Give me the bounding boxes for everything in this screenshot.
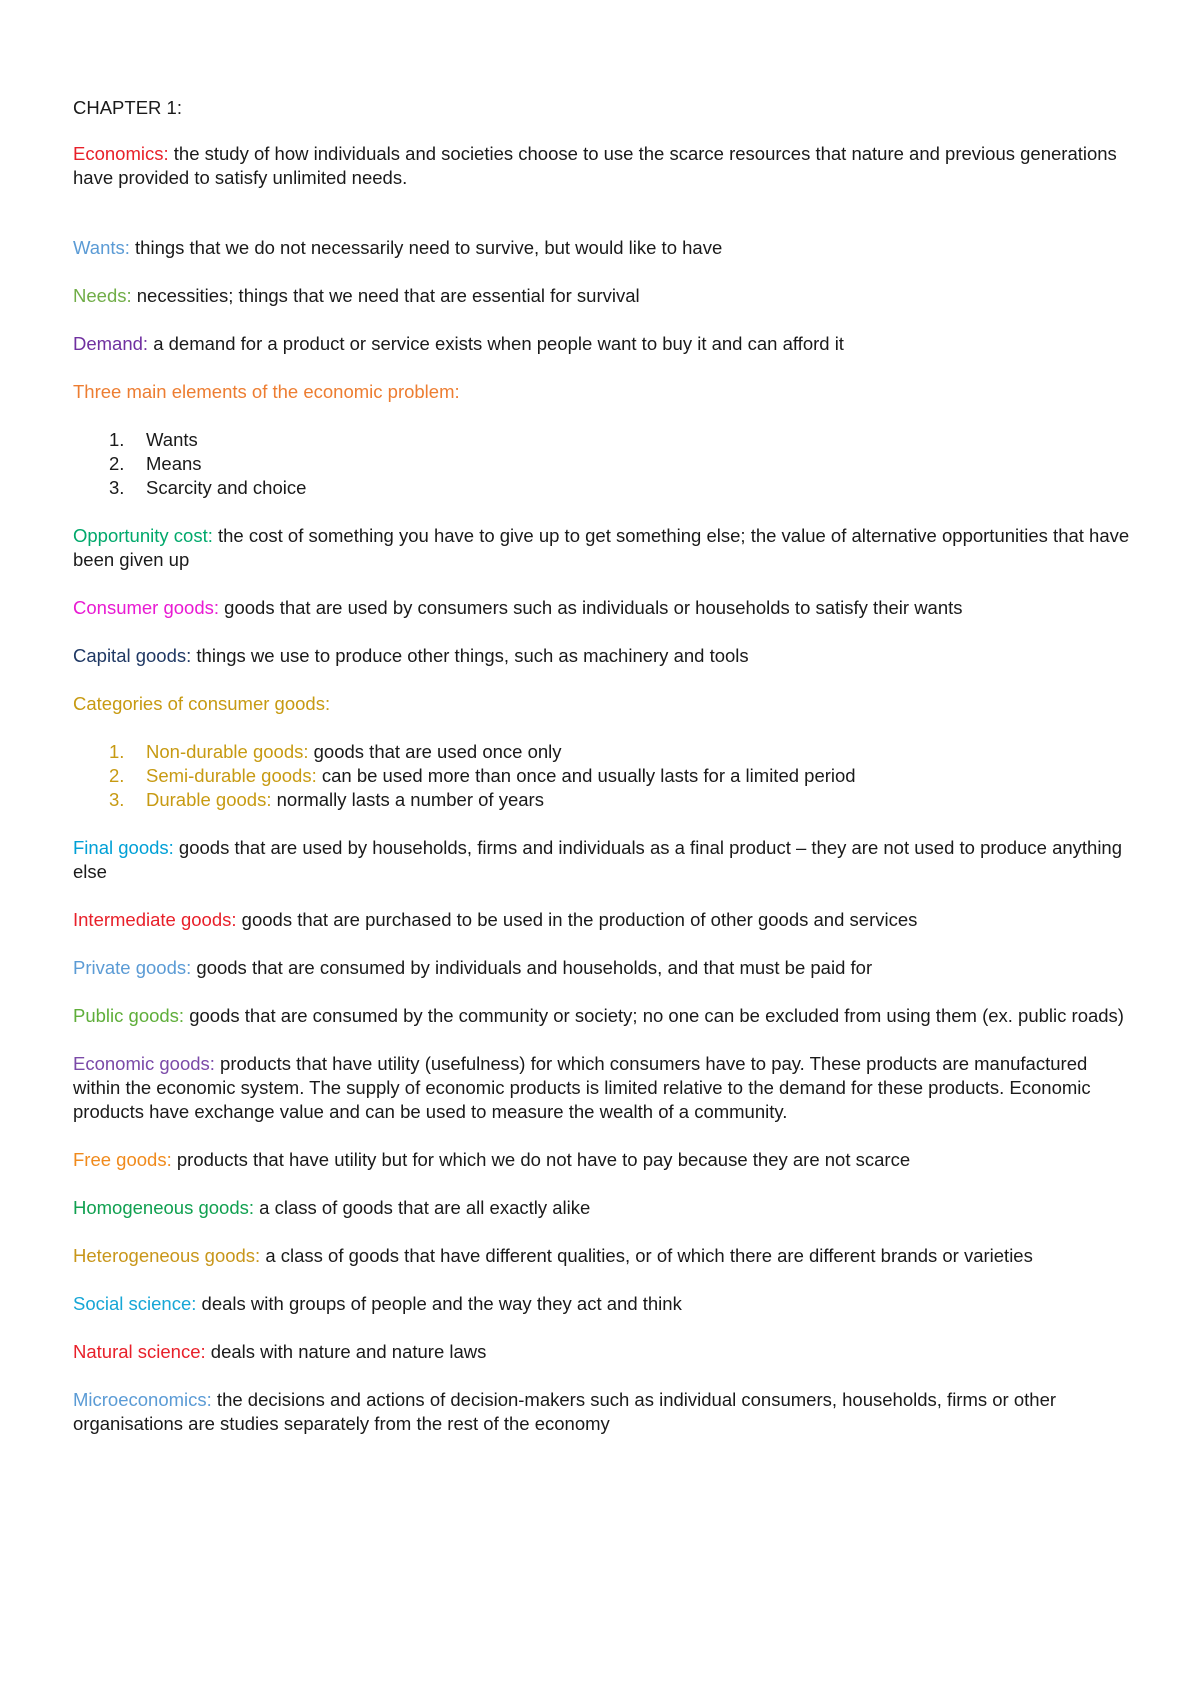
list-term: Durable goods: [146, 789, 272, 810]
chapter-title: CHAPTER 1: [73, 97, 182, 118]
list-text: goods that are used once only [308, 741, 562, 762]
text-consumer-goods: goods that are used by consumers such as individuals or households to satisfy their wants [219, 597, 963, 618]
term-opportunity-cost: Opportunity cost: [73, 525, 213, 546]
consumer-categories-list [73, 740, 1133, 812]
term-free-goods: Free goods: [73, 1149, 172, 1170]
def-needs [73, 284, 1133, 308]
list-number: 3. [109, 477, 125, 498]
text-natural-science: deals with nature and nature laws [205, 1341, 487, 1362]
term-demand: Demand: [73, 333, 149, 354]
term-homogeneous-goods: Homogeneous goods: [73, 1197, 255, 1218]
text-wants: things that we do not necessarily need to survive, but would like to have [129, 237, 723, 258]
term-three-main: Three main elements of the economic problem: [73, 381, 460, 402]
def-economic-goods [73, 1052, 1133, 1124]
term-economics: Economics: [73, 143, 169, 164]
list-text: normally lasts a number of years [271, 789, 544, 810]
def-homogeneous-goods [73, 1196, 1133, 1220]
list-term: Semi-durable goods: [146, 765, 317, 786]
heading-categories [73, 692, 1133, 716]
def-economics [73, 142, 1133, 190]
list-item [73, 764, 1133, 788]
document-page [73, 96, 1133, 1436]
list-item [73, 428, 1133, 452]
def-heterogeneous-goods [73, 1244, 1133, 1268]
list-text: can be used more than once and usually lasts for a limited period [316, 765, 856, 786]
term-needs: Needs: [73, 285, 132, 306]
term-private-goods: Private goods: [73, 957, 192, 978]
text-demand: a demand for a product or service exists when people want to buy it and can afford it [148, 333, 844, 354]
text-needs: necessities; things that we need that are essential for survival [131, 285, 640, 306]
term-wants: Wants: [73, 237, 130, 258]
text-microeconomics: the decisions and actions of decision-makers such as individual consumers, households, firms or other organisations are studies separately from the rest of the economy [73, 1389, 1057, 1434]
text-opportunity-cost: the cost of something you have to give up to get something else; the value of alternative opportunities that have been given up [73, 525, 1130, 570]
term-public-goods: Public goods: [73, 1005, 185, 1026]
def-social-science [73, 1292, 1133, 1316]
list-item [73, 740, 1133, 764]
def-intermediate-goods [73, 908, 1133, 932]
def-demand [73, 332, 1133, 356]
term-heterogeneous-goods: Heterogeneous goods: [73, 1245, 261, 1266]
text-public-goods: goods that are consumed by the community or society; no one can be excluded from using them (ex. public roads) [184, 1005, 1124, 1026]
term-categories: Categories of consumer goods: [73, 693, 331, 714]
list-text: Scarcity and choice [146, 477, 307, 498]
text-social-science: deals with groups of people and the way they act and think [196, 1293, 682, 1314]
term-microeconomics: Microeconomics: [73, 1389, 212, 1410]
term-consumer-goods: Consumer goods: [73, 597, 220, 618]
list-item [73, 476, 1133, 500]
def-capital-goods [73, 644, 1133, 668]
text-private-goods: goods that are consumed by individuals and households, and that must be paid for [191, 957, 873, 978]
def-wants [73, 236, 1133, 260]
text-intermediate-goods: goods that are purchased to be used in the production of other goods and services [236, 909, 918, 930]
list-item [73, 788, 1133, 812]
def-natural-science [73, 1340, 1133, 1364]
list-number: 2. [109, 453, 125, 474]
term-final-goods: Final goods: [73, 837, 174, 858]
def-public-goods [73, 1004, 1133, 1028]
def-microeconomics [73, 1388, 1133, 1436]
heading-three-main-elements [73, 380, 1133, 404]
text-free-goods: products that have utility but for which we do not have to pay because they are not scarce [171, 1149, 911, 1170]
text-capital-goods: things we use to produce other things, such as machinery and tools [191, 645, 749, 666]
list-term: Non-durable goods: [146, 741, 309, 762]
term-social-science: Social science: [73, 1293, 197, 1314]
def-free-goods [73, 1148, 1133, 1172]
problem-elements-list [73, 428, 1133, 500]
term-natural-science: Natural science: [73, 1341, 206, 1362]
term-capital-goods: Capital goods: [73, 645, 192, 666]
text-homogeneous-goods: a class of goods that are all exactly alike [254, 1197, 591, 1218]
term-intermediate-goods: Intermediate goods: [73, 909, 237, 930]
list-number: 3. [109, 789, 125, 810]
list-number: 2. [109, 765, 125, 786]
text-economics: the study of how individuals and societies choose to use the scarce resources that nature and previous generations have provided to satisfy unlimited needs. [73, 143, 1117, 188]
list-number: 1. [109, 741, 125, 762]
term-economic-goods: Economic goods: [73, 1053, 215, 1074]
text-economic-goods: products that have utility (usefulness) for which consumers have to pay. These products are manufactured within the economic system. The supply of economic products is limited relative to the demand for these products. Economic products have exchange value and can be used to measure the wealth of a community. [73, 1053, 1091, 1122]
def-private-goods [73, 956, 1133, 980]
list-item [73, 452, 1133, 476]
def-final-goods [73, 836, 1133, 884]
def-opportunity-cost [73, 524, 1133, 572]
list-text: Wants [146, 429, 198, 450]
list-text: Means [146, 453, 202, 474]
def-consumer-goods [73, 596, 1133, 620]
text-heterogeneous-goods: a class of goods that have different qualities, or of which there are different brands or varieties [260, 1245, 1033, 1266]
text-final-goods: goods that are used by households, firms and individuals as a final product – they are not used to produce anything else [73, 837, 1123, 882]
list-number: 1. [109, 429, 125, 450]
